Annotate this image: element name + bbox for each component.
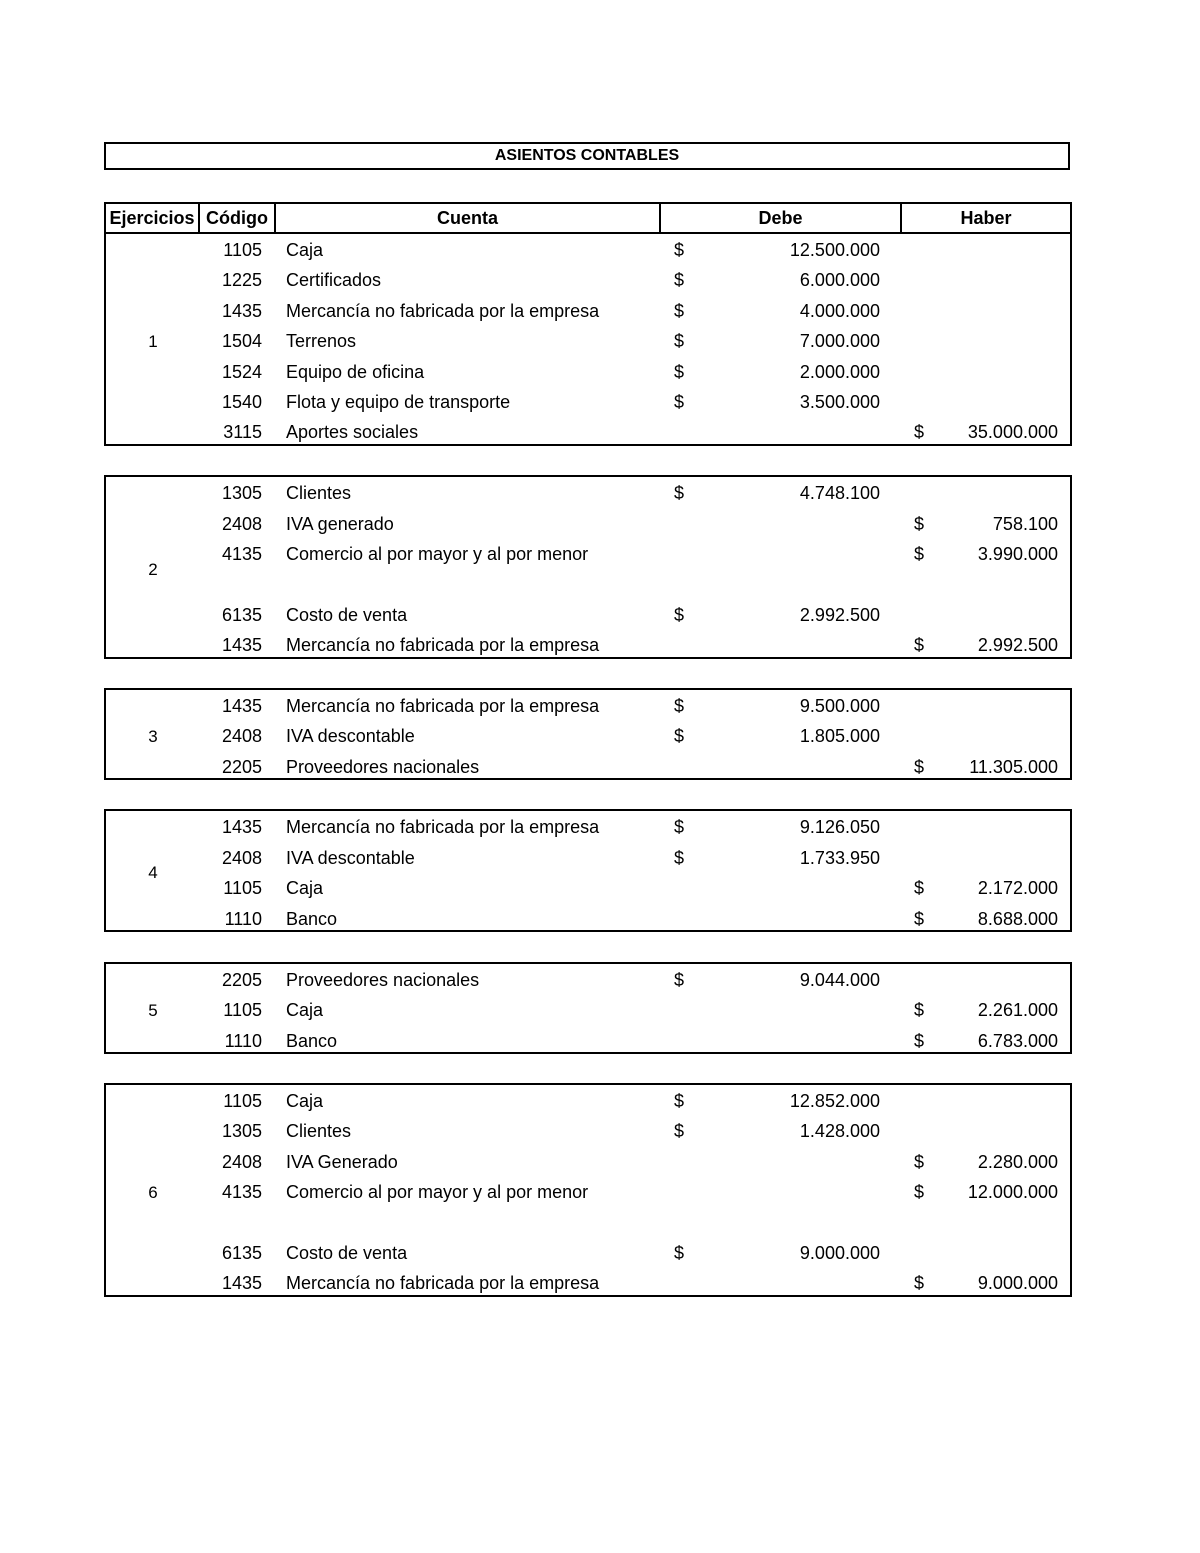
- cuenta-cell: Comercio al por mayor y al por menor: [286, 1182, 589, 1202]
- haber-cell: 758.100: [992, 514, 1058, 534]
- table-row: [106, 1087, 1070, 1117]
- haber-currency-symbol: $: [914, 757, 925, 777]
- ejercicio-number: 3: [148, 727, 158, 746]
- haber-cell: 2.172.000: [977, 878, 1058, 898]
- header-haber: Haber: [960, 207, 1012, 228]
- entry-block-1: [104, 232, 1072, 446]
- haber-cell: 2.261.000: [977, 1000, 1058, 1020]
- table-row: [106, 479, 1070, 509]
- codigo-cell: 1105: [223, 1091, 262, 1111]
- codigo-cell: 1110: [224, 1031, 262, 1051]
- table-row: [106, 692, 1070, 722]
- haber-currency-symbol: $: [914, 514, 925, 534]
- header-ejercicios: Ejercicios: [106, 204, 200, 232]
- codigo-cell: 2408: [221, 1152, 262, 1172]
- table-row: [106, 601, 1070, 631]
- header-debe: Debe: [661, 204, 902, 232]
- codigo-cell: 1435: [221, 817, 262, 837]
- cuenta-cell: IVA Generado: [286, 1152, 398, 1172]
- codigo-cell: 1435: [221, 696, 262, 716]
- table-row: [106, 266, 1070, 296]
- cuenta-cell: Costo de venta: [286, 1243, 408, 1263]
- codigo-cell: 1524: [221, 362, 262, 382]
- codigo-cell: 2205: [221, 757, 262, 777]
- cuenta-cell: Terrenos: [286, 331, 357, 351]
- cuenta-cell: Mercancía no fabricada por la empresa: [286, 1273, 600, 1293]
- debe-currency-symbol: $: [674, 331, 685, 351]
- cuenta-cell: Clientes: [286, 483, 352, 503]
- table-row: [106, 236, 1070, 266]
- entry-block-5: [104, 962, 1072, 1054]
- debe-currency-symbol: $: [674, 1091, 685, 1111]
- ejercicio-number: 4: [148, 863, 158, 882]
- haber-cell: 2.280.000: [977, 1152, 1058, 1172]
- codigo-cell: 1305: [221, 483, 262, 503]
- cuenta-cell: Caja: [286, 1091, 324, 1111]
- cuenta-cell: Mercancía no fabricada por la empresa: [286, 817, 600, 837]
- debe-currency-symbol: $: [674, 270, 685, 290]
- cuenta-cell: Caja: [286, 240, 324, 260]
- debe-currency-symbol: $: [674, 817, 685, 837]
- haber-currency-symbol: $: [914, 1031, 925, 1051]
- debe-cell: 1.805.000: [799, 726, 880, 746]
- codigo-cell: 1435: [221, 635, 262, 655]
- table-row: [106, 418, 1070, 448]
- haber-currency-symbol: $: [914, 1000, 925, 1020]
- entry-block-3: [104, 688, 1072, 780]
- cuenta-cell: Proveedores nacionales: [286, 757, 480, 777]
- table-row: [106, 1117, 1070, 1147]
- debe-currency-symbol: $: [674, 362, 685, 382]
- cuenta-cell: Mercancía no fabricada por la empresa: [286, 696, 600, 716]
- codigo-cell: 1435: [221, 1273, 262, 1293]
- table-row: [106, 540, 1070, 570]
- cuenta-cell: Mercancía no fabricada por la empresa: [286, 635, 600, 655]
- cuenta-cell: Costo de venta: [286, 605, 408, 625]
- haber-cell: 8.688.000: [977, 909, 1058, 929]
- codigo-cell: 1435: [221, 301, 262, 321]
- haber-currency-symbol: $: [914, 635, 925, 655]
- debe-cell: 1.428.000: [799, 1121, 880, 1141]
- debe-currency-symbol: $: [674, 696, 685, 716]
- cuenta-cell: IVA descontable: [286, 848, 415, 868]
- table-row: [106, 297, 1070, 327]
- debe-currency-symbol: $: [674, 848, 685, 868]
- haber-currency-symbol: $: [914, 1182, 925, 1202]
- table-row: [106, 966, 1070, 996]
- header-codigo: Código: [200, 204, 276, 232]
- table-row: [106, 874, 1070, 904]
- entry-block-4: [104, 809, 1072, 932]
- debe-cell: 9.500.000: [799, 696, 880, 716]
- cuenta-cell: Equipo de oficina: [286, 362, 425, 382]
- debe-currency-symbol: $: [674, 726, 685, 746]
- codigo-cell: 1305: [221, 1121, 262, 1141]
- table-row: [106, 1269, 1070, 1299]
- cuenta-cell: Clientes: [286, 1121, 352, 1141]
- codigo-cell: 4135: [221, 544, 262, 564]
- ejercicio-number: 1: [148, 332, 158, 351]
- debe-cell: 4.748.100: [799, 483, 880, 503]
- debe-cell: 1.733.950: [799, 848, 880, 868]
- entry-block-2: [104, 475, 1072, 659]
- debe-cell: 4.000.000: [799, 301, 880, 321]
- cuenta-cell: Aportes sociales: [286, 422, 419, 442]
- codigo-cell: 1504: [221, 331, 262, 351]
- debe-cell: 6.000.000: [799, 270, 880, 290]
- page-title: ASIENTOS CONTABLES: [104, 142, 1070, 170]
- codigo-cell: 1105: [223, 1000, 262, 1020]
- haber-cell: 9.000.000: [977, 1273, 1058, 1293]
- codigo-cell: 1110: [224, 909, 262, 929]
- debe-currency-symbol: $: [674, 483, 685, 503]
- table-row: [106, 905, 1070, 935]
- debe-cell: 2.000.000: [799, 362, 880, 382]
- debe-cell: 9.044.000: [799, 970, 880, 990]
- cuenta-cell: IVA generado: [286, 514, 394, 534]
- table-row: [106, 1239, 1070, 1269]
- haber-currency-symbol: $: [914, 878, 925, 898]
- cuenta-cell: Proveedores nacionales: [286, 970, 480, 990]
- codigo-cell: 1540: [221, 392, 262, 412]
- haber-cell: 6.783.000: [977, 1031, 1058, 1051]
- cuenta-cell: Banco: [286, 909, 338, 929]
- table-row: [106, 753, 1070, 783]
- debe-cell: 2.992.500: [799, 605, 880, 625]
- haber-cell: 2.992.500: [977, 635, 1058, 655]
- haber-cell: 11.305.000: [969, 757, 1058, 777]
- ejercicio-number: 2: [148, 560, 158, 579]
- haber-currency-symbol: $: [914, 422, 925, 442]
- table-row: [106, 813, 1070, 843]
- codigo-cell: 2205: [221, 970, 262, 990]
- codigo-cell: 2408: [221, 726, 262, 746]
- table-row: [106, 510, 1070, 540]
- table-header: [104, 202, 1072, 234]
- debe-currency-symbol: $: [674, 240, 685, 260]
- debe-cell: 12.852.000: [789, 1091, 880, 1111]
- codigo-cell: 2408: [221, 848, 262, 868]
- codigo-cell: 2408: [221, 514, 262, 534]
- entry-block-6: [104, 1083, 1072, 1297]
- haber-currency-symbol: $: [914, 544, 925, 564]
- debe-currency-symbol: $: [674, 1243, 685, 1263]
- debe-cell: 12.500.000: [789, 240, 880, 260]
- cuenta-cell: Banco: [286, 1031, 338, 1051]
- cuenta-cell: Comercio al por mayor y al por menor: [286, 544, 589, 564]
- debe-cell: 7.000.000: [799, 331, 880, 351]
- haber-cell: 12.000.000: [967, 1182, 1058, 1202]
- debe-cell: 9.000.000: [799, 1243, 880, 1263]
- cuenta-cell: Caja: [286, 1000, 324, 1020]
- table-row: [106, 388, 1070, 418]
- table-row: [106, 844, 1070, 874]
- table-row: [106, 1148, 1070, 1178]
- table-row: [106, 1178, 1070, 1208]
- debe-cell: 9.126.050: [799, 817, 880, 837]
- ejercicio-number: 5: [148, 1001, 158, 1020]
- debe-currency-symbol: $: [674, 1121, 685, 1141]
- haber-cell: 35.000.000: [967, 422, 1058, 442]
- cuenta-cell: Mercancía no fabricada por la empresa: [286, 301, 600, 321]
- table-row: [106, 1027, 1070, 1057]
- haber-currency-symbol: $: [914, 909, 925, 929]
- debe-currency-symbol: $: [674, 392, 685, 412]
- codigo-cell: 6135: [221, 605, 262, 625]
- debe-currency-symbol: $: [674, 301, 685, 321]
- table-row: [106, 327, 1070, 357]
- header-cuenta: Cuenta: [276, 204, 661, 232]
- codigo-cell: 3115: [223, 422, 262, 442]
- cuenta-cell: IVA descontable: [286, 726, 415, 746]
- cuenta-cell: Flota y equipo de transporte: [286, 392, 511, 412]
- haber-currency-symbol: $: [914, 1152, 925, 1172]
- table-row: [106, 631, 1070, 661]
- codigo-cell: 4135: [221, 1182, 262, 1202]
- codigo-cell: 6135: [221, 1243, 262, 1263]
- codigo-cell: 1105: [223, 878, 262, 898]
- debe-currency-symbol: $: [674, 605, 685, 625]
- codigo-cell: 1225: [221, 270, 262, 290]
- table-row: [106, 722, 1070, 752]
- haber-currency-symbol: $: [914, 1273, 925, 1293]
- debe-cell: 3.500.000: [799, 392, 880, 412]
- codigo-cell: 1105: [223, 240, 262, 260]
- table-row: [106, 996, 1070, 1026]
- cuenta-cell: Certificados: [286, 270, 382, 290]
- debe-currency-symbol: $: [674, 970, 685, 990]
- haber-cell: 3.990.000: [977, 544, 1058, 564]
- cuenta-cell: Caja: [286, 878, 324, 898]
- table-row: [106, 358, 1070, 388]
- ejercicio-number: 6: [148, 1183, 158, 1202]
